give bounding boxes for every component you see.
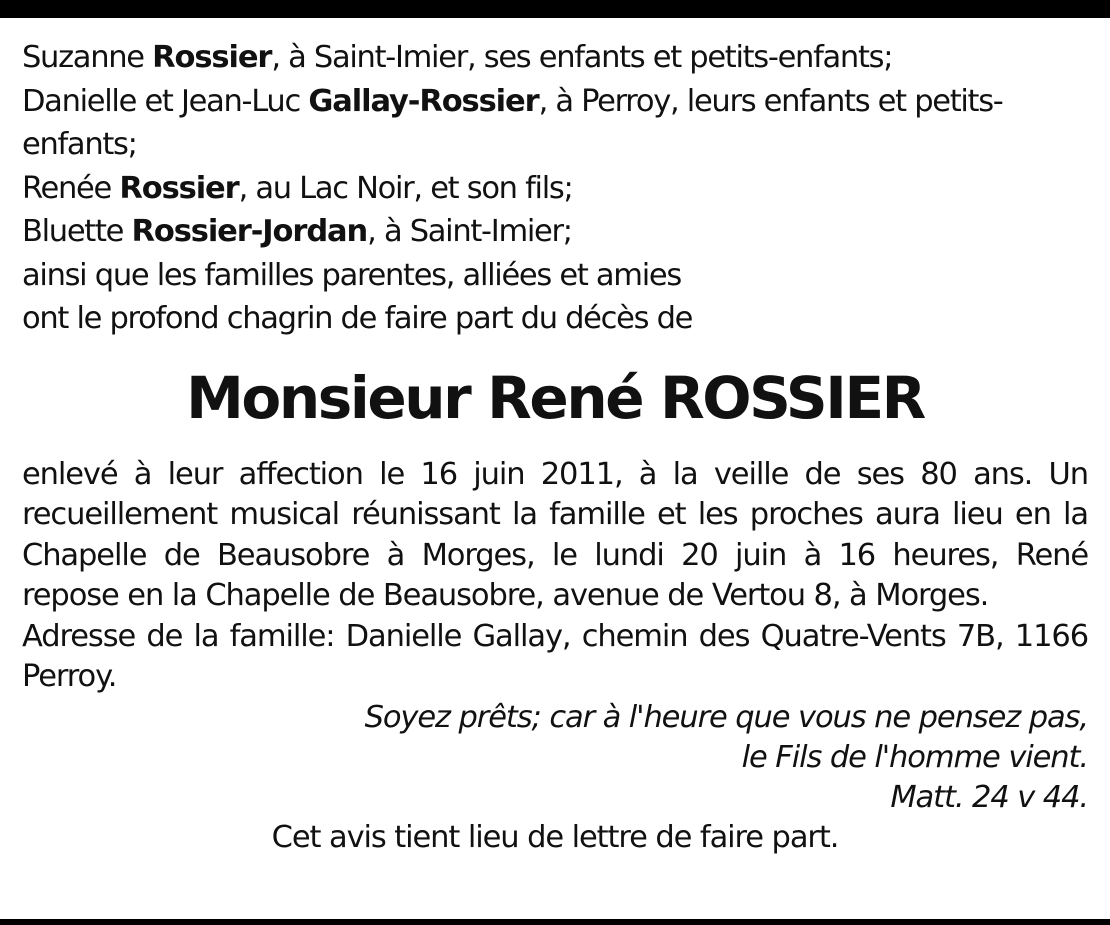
family-line: Bluette Rossier-Jordan, à Saint-Imier;	[22, 214, 572, 249]
family-line: Danielle et Jean-Luc Gallay-Rossier, à Perroy, leurs enfants et petits-	[22, 83, 1003, 119]
family-line: Renée Rossier, au Lac Noir, et son fils;	[22, 170, 573, 206]
family-line: ont le profond chagrin de faire part du décès de	[22, 301, 693, 336]
family-line: Suzanne Rossier, à Saint-Imier, ses enfants et petits-enfants;	[22, 40, 893, 75]
family-list	[22, 36, 1088, 341]
family-line: enfants;	[22, 127, 137, 162]
bible-quote	[22, 698, 1088, 818]
family-line: ainsi que les familles parentes, alliées et amies	[22, 257, 681, 293]
obituary-notice	[22, 36, 1088, 858]
family-address-paragraph: Adresse de la famille: Danielle Gallay, chemin des Quatre-Vents 7B, 1166 Perroy.	[22, 618, 1088, 694]
quote-line: Soyez prêts; car à l'heure que vous ne pensez pas,	[364, 699, 1088, 735]
quote-reference: Matt. 24 v 44.	[890, 779, 1088, 815]
footer-note: Cet avis tient lieu de lettre de faire part.	[271, 819, 839, 855]
announcement-paragraph: enlevé à leur affection le 16 juin 2011, à la veille de ses 80 ans. Un recueillement musical réunissant la famille et les proches aura lieu en la Chapelle de Beausobre à Morges, le lundi 20 juin à 16 heures, René repose en la Chapelle de Beausobre, avenue de Vertou 8, à Morges.	[22, 456, 1088, 613]
bottom-rule	[0, 919, 1110, 925]
quote-line: le Fils de l'homme vient.	[741, 739, 1088, 775]
deceased-name: Monsieur René ROSSIER	[186, 363, 924, 432]
top-rule	[0, 0, 1110, 18]
